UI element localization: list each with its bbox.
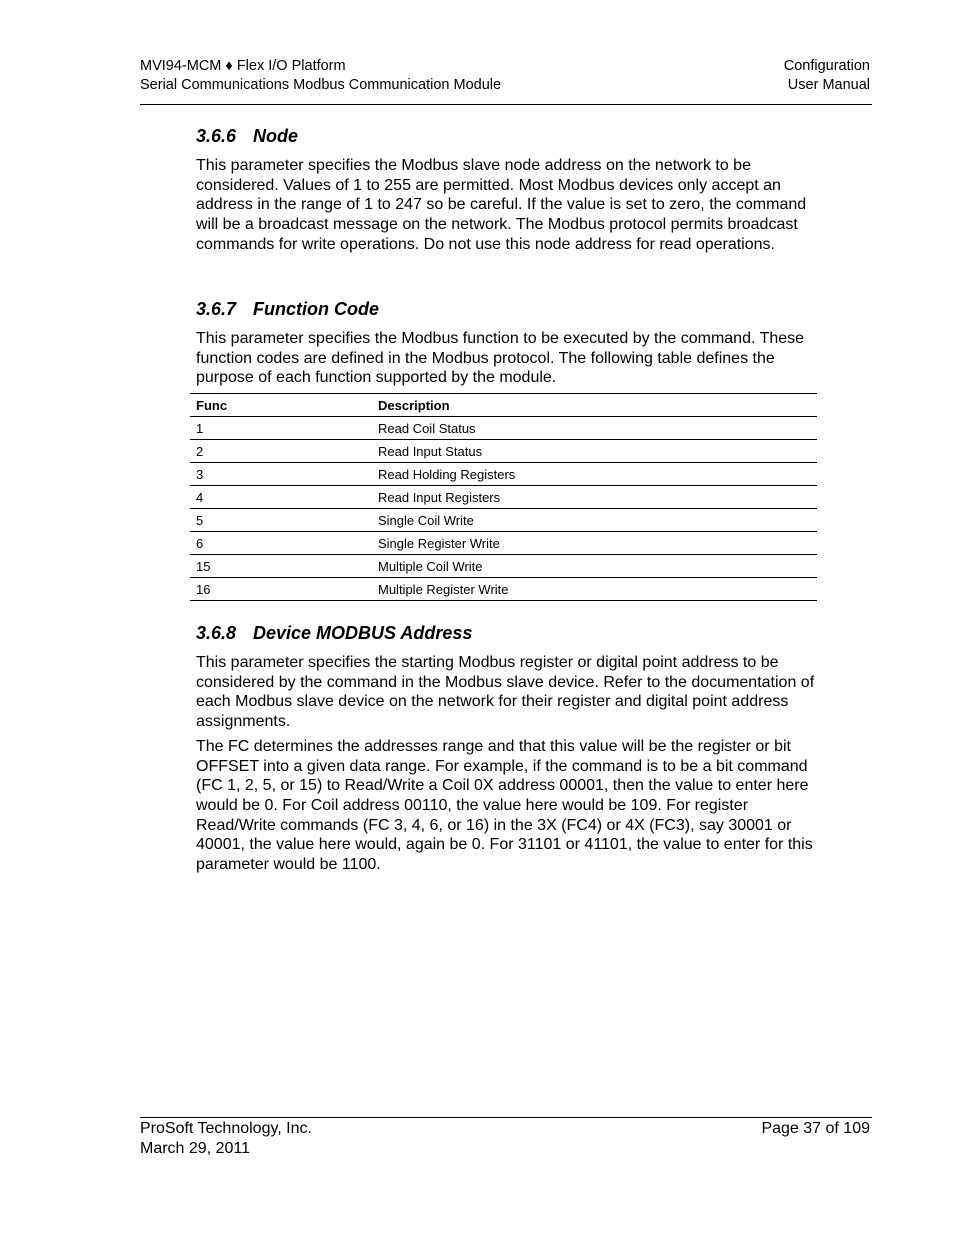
table-cell: Single Coil Write (372, 509, 817, 532)
table-cell: Multiple Coil Write (372, 555, 817, 578)
table-cell: 1 (190, 417, 372, 440)
header-chapter: Configuration (783, 58, 870, 74)
section-heading: 3.6.8 Device MODBUS Address (196, 623, 473, 643)
section-paragraph: This parameter specifies the Modbus function to be executed by the command. These function codes are defined in the Modbus protocol. The following table defines the purpose of each function supported by the module. (196, 330, 805, 387)
table-cell: Read Input Status (372, 440, 817, 463)
column-header-description: Description (372, 394, 817, 417)
table-cell: 16 (190, 578, 372, 601)
header-subtitle: Serial Communications Modbus Communication Module (140, 77, 502, 93)
footer-company: ProSoft Technology, Inc. (140, 1120, 312, 1137)
table-cell: 5 (190, 509, 372, 532)
table-row (190, 440, 817, 463)
table-row (190, 578, 817, 601)
table-cell: Read Holding Registers (372, 463, 817, 486)
table-cell: Read Input Registers (372, 486, 817, 509)
header-doc-type: User Manual (787, 77, 870, 93)
section-device-address (196, 621, 818, 875)
footer-divider (140, 1117, 872, 1118)
section-heading: 3.6.7 Function Code (196, 299, 379, 319)
footer-page-number: Page 37 of 109 (761, 1120, 870, 1137)
page-header (140, 57, 870, 95)
table-row (190, 417, 817, 440)
table-cell: 2 (190, 440, 372, 463)
table-cell: 6 (190, 532, 372, 555)
table-row (190, 532, 817, 555)
table-cell: Read Coil Status (372, 417, 817, 440)
table-cell: 15 (190, 555, 372, 578)
table-row (190, 509, 817, 532)
footer-date: March 29, 2011 (140, 1140, 250, 1157)
header-divider (140, 104, 872, 105)
table-row (190, 555, 817, 578)
section-node (196, 124, 818, 255)
table-cell: 4 (190, 486, 372, 509)
section-function-code (196, 297, 818, 388)
section-heading: 3.6.6 Node (196, 126, 298, 146)
column-header-func: Func (190, 394, 372, 417)
table-row (190, 463, 817, 486)
table-row (190, 486, 817, 509)
table-cell: Single Register Write (372, 532, 817, 555)
page-footer (140, 1119, 870, 1159)
table-header-row (190, 394, 817, 417)
section-paragraph: The FC determines the addresses range and that this value will be the register or bit OFFSET into a given data range. For example, if the command is to be a bit command (FC 1, 2, 5, or 15) to Read/Write a Coil 0X address 00001, then the value to enter here would be 0. For Coil address 00110, the value here would be 109. For register Read/Write commands (FC 3, 4, 6, or 16) in the 3X (FC4) or 4X (FC3), say 30001 or 40001, the value here would, again be 0. For 31101 or 41101, the value to enter for this parameter would be 1100. (196, 737, 813, 874)
function-code-table (190, 393, 817, 601)
table-cell: Multiple Register Write (372, 578, 817, 601)
section-paragraph: This parameter specifies the Modbus slave node address on the network to be considered. Values of 1 to 255 are permitted. Most Modbus devices only accept an address in the range of 1 to 247 so be careful. If the value is set to zero, the command will be a broadcast message on the network. The Modbus protocol permits broadcast commands for write operations. Do not use this node address for read operations. (196, 157, 807, 253)
section-paragraph: This parameter specifies the starting Modbus register or digital point address to be considered by the command in the Modbus slave device. Refer to the documentation of each Modbus slave device on the network for their register and digital point address assignments. (196, 654, 815, 731)
header-product: MVI94-MCM ♦ Flex I/O Platform (140, 58, 346, 74)
table-cell: 3 (190, 463, 372, 486)
